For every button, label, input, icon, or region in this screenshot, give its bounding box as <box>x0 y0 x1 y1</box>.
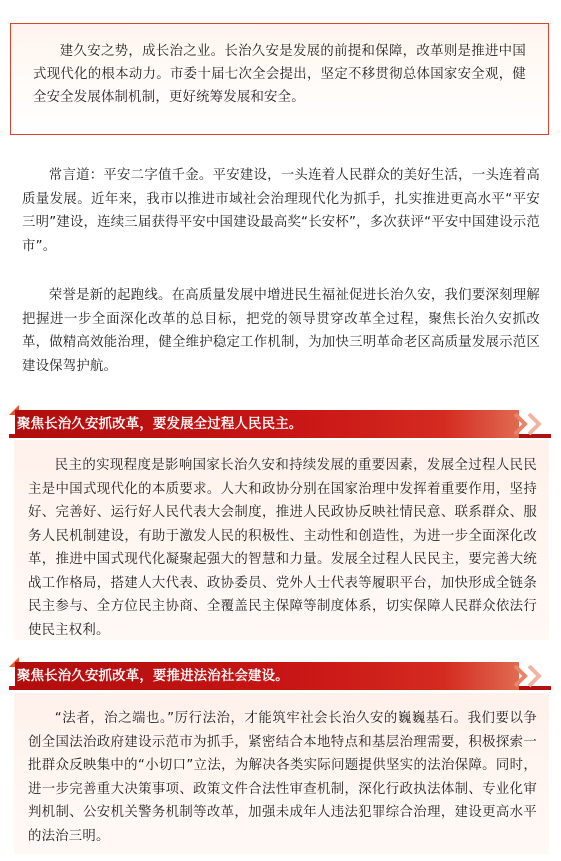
body-paragraph: 常言道：平安二字值千金。平安建设，一头连着人民群众的美好生活，一头连着高质量发展。近年来，我市以推进市域社会治理现代化为抓手，扎实推进更高水平“平安三明”建设，连续三届获得平安中国建设最高奖“长安杯”，多次获评“平安中国建设示范市”。 <box>22 168 540 254</box>
intro-box <box>10 23 549 135</box>
section-body: “法者，治之端也。”厉行法治，才能筑牢社会长治久安的巍巍基石。我们要以争创全国法治政府建设示范市为抓手，紧密结合本地特点和基层治理需要，积极探索一批群众反映集中的“小切口”立法，为解决各类实际问题提供坚实的法治保障。同时，进一步完善重大决策事项、政策文件合法性审查机制，深化行政执法体制、专业化审判机制、公安机关警务机制等改革，加强未成年人违法犯罪综合治理，建设更高水平的法治三明。 <box>28 711 537 844</box>
section-title: 聚焦长治久安抓改革，要推进法治社会建设。 <box>17 668 289 684</box>
intro-text: 建久安之势，成长治之业。长治久安是发展的前提和保障，改革则是推进中国式现代化的根本动力。市委十届七次全会提出，坚定不移贯彻总体国家安全观，健全安全发展体制机制，更好统筹发展和安全。 <box>33 44 526 105</box>
section-header <box>9 410 551 438</box>
body-paragraph: 荣誉是新的起跑线。在高质量发展中增进民生福祉促进长治久安，我们要深刻理解把握进一步全面深化改革的总目标，把党的领导贯穿改革全过程，聚焦长治久安抓改革，做精高效能治理，健全维护稳定工作机制，为加快三明革命老区高质量发展示范区建设保驾护航。 <box>22 288 540 374</box>
double-chevron-right-icon <box>509 662 549 690</box>
section-header <box>9 662 551 690</box>
section-title: 聚焦长治久安抓改革，要发展全过程人民民主。 <box>17 416 303 432</box>
section-content-box <box>14 693 549 854</box>
section-body: 民主的实现程度是影响国家长治久安和持续发展的重要因素，发展全过程人民民主是中国式现代化的本质要求。人大和政协分别在国家治理中发挥着重要作用，坚持好、完善好、运行好人民代表大会制度，推进人民政协反映社情民意、联系群众、服务人民机制建设，有助于激发人民的积极性、主动性和创造性，为进一步全面深化改革，推进中国式现代化凝聚起强大的智慧和力量。发展全过程人民民主，要完善大统战工作格局，搭建人大代表、政协委员、党外人士代表等履职平台，加快形成全链条民主参与、全方位民主协商、全覆盖民主保障等制度体系，切实保障人民群众依法行使民主权利。 <box>28 458 537 638</box>
double-chevron-right-icon <box>509 410 549 438</box>
section-content-box <box>14 440 549 640</box>
